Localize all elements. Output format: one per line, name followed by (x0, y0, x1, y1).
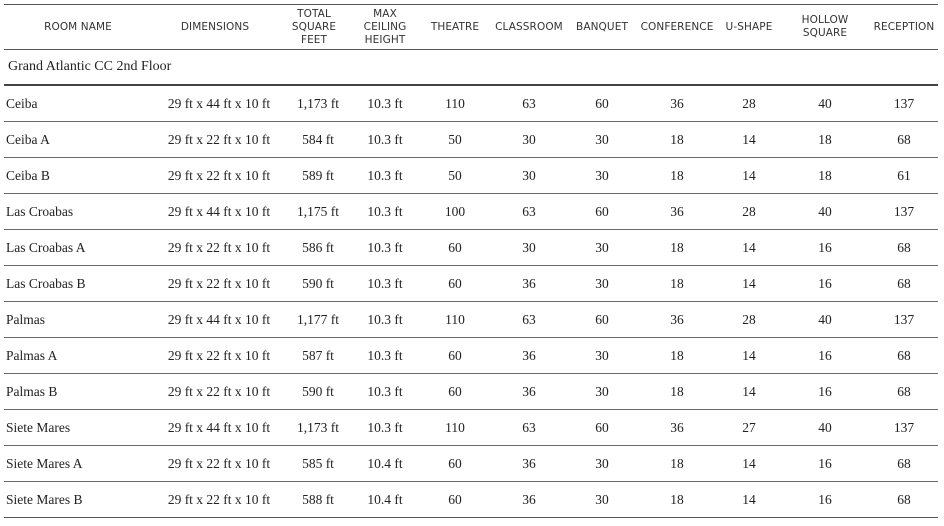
cell-conference: 36 (636, 410, 718, 446)
table-body (4, 50, 938, 518)
cell-banquet: 30 (568, 230, 636, 266)
table-row (4, 410, 938, 446)
column-header-theatre: THEATRE (420, 5, 490, 50)
column-header-room: ROOM NAME (4, 5, 152, 50)
column-header-ushape: U-SHAPE (718, 5, 780, 50)
cell-conference: 36 (636, 194, 718, 230)
cell-ceiling: 10.3 ft (350, 302, 420, 338)
section-title: Grand Atlantic CC 2nd Floor (4, 50, 938, 86)
column-header-conference: CONFERENCE (636, 5, 718, 50)
cell-dims: 29 ft x 22 ft x 10 ft (152, 158, 278, 194)
cell-classroom: 63 (490, 302, 568, 338)
cell-conference: 18 (636, 230, 718, 266)
table-row (4, 446, 938, 482)
cell-hollow: 16 (780, 266, 870, 302)
cell-conference: 18 (636, 446, 718, 482)
cell-conference: 18 (636, 266, 718, 302)
cell-banquet: 30 (568, 482, 636, 518)
cell-classroom: 36 (490, 374, 568, 410)
cell-theatre: 60 (420, 374, 490, 410)
cell-conference: 36 (636, 302, 718, 338)
cell-dims: 29 ft x 44 ft x 10 ft (152, 410, 278, 446)
cell-ceiling: 10.4 ft (350, 446, 420, 482)
cell-theatre: 60 (420, 338, 490, 374)
cell-conference: 18 (636, 158, 718, 194)
cell-ceiling: 10.3 ft (350, 158, 420, 194)
cell-reception: 61 (870, 158, 938, 194)
cell-sqft: 590 ft (278, 266, 350, 302)
cell-banquet: 60 (568, 410, 636, 446)
cell-dims: 29 ft x 22 ft x 10 ft (152, 446, 278, 482)
cell-theatre: 100 (420, 194, 490, 230)
cell-sqft: 1,173 ft (278, 85, 350, 122)
cell-reception: 68 (870, 122, 938, 158)
cell-theatre: 50 (420, 122, 490, 158)
cell-ceiling: 10.3 ft (350, 122, 420, 158)
cell-dims: 29 ft x 22 ft x 10 ft (152, 374, 278, 410)
cell-dims: 29 ft x 44 ft x 10 ft (152, 85, 278, 122)
cell-classroom: 36 (490, 338, 568, 374)
cell-ushape: 28 (718, 194, 780, 230)
cell-dims: 29 ft x 22 ft x 10 ft (152, 122, 278, 158)
cell-hollow: 16 (780, 230, 870, 266)
cell-dims: 29 ft x 22 ft x 10 ft (152, 230, 278, 266)
cell-sqft: 589 ft (278, 158, 350, 194)
table-row (4, 338, 938, 374)
cell-ceiling: 10.4 ft (350, 482, 420, 518)
cell-ushape: 14 (718, 230, 780, 266)
cell-classroom: 63 (490, 85, 568, 122)
cell-ushape: 14 (718, 338, 780, 374)
cell-ceiling: 10.3 ft (350, 266, 420, 302)
cell-room: Las Croabas B (4, 266, 152, 302)
cell-classroom: 30 (490, 230, 568, 266)
cell-sqft: 588 ft (278, 482, 350, 518)
cell-theatre: 110 (420, 302, 490, 338)
cell-dims: 29 ft x 22 ft x 10 ft (152, 338, 278, 374)
cell-hollow: 40 (780, 85, 870, 122)
cell-room: Ceiba A (4, 122, 152, 158)
cell-theatre: 110 (420, 410, 490, 446)
cell-classroom: 30 (490, 122, 568, 158)
cell-reception: 137 (870, 85, 938, 122)
cell-sqft: 1,177 ft (278, 302, 350, 338)
table-row (4, 302, 938, 338)
cell-dims: 29 ft x 22 ft x 10 ft (152, 482, 278, 518)
cell-ceiling: 10.3 ft (350, 410, 420, 446)
cell-room: Ceiba (4, 85, 152, 122)
cell-ceiling: 10.3 ft (350, 194, 420, 230)
cell-room: Siete Mares (4, 410, 152, 446)
table-row (4, 122, 938, 158)
cell-sqft: 1,175 ft (278, 194, 350, 230)
section-row (4, 50, 938, 86)
cell-classroom: 63 (490, 410, 568, 446)
cell-ushape: 14 (718, 374, 780, 410)
cell-classroom: 36 (490, 266, 568, 302)
cell-room: Las Croabas A (4, 230, 152, 266)
cell-ceiling: 10.3 ft (350, 85, 420, 122)
column-header-classroom: CLASSROOM (490, 5, 568, 50)
cell-sqft: 587 ft (278, 338, 350, 374)
cell-ushape: 14 (718, 266, 780, 302)
cell-conference: 18 (636, 338, 718, 374)
table-row (4, 194, 938, 230)
cell-banquet: 30 (568, 374, 636, 410)
column-header-dims: DIMENSIONS (152, 5, 278, 50)
capacity-chart (4, 4, 938, 518)
cell-classroom: 36 (490, 446, 568, 482)
cell-room: Las Croabas (4, 194, 152, 230)
cell-dims: 29 ft x 44 ft x 10 ft (152, 194, 278, 230)
cell-ushape: 14 (718, 158, 780, 194)
cell-conference: 18 (636, 122, 718, 158)
cell-room: Siete Mares B (4, 482, 152, 518)
cell-ceiling: 10.3 ft (350, 338, 420, 374)
cell-ushape: 27 (718, 410, 780, 446)
cell-room: Palmas (4, 302, 152, 338)
cell-theatre: 60 (420, 482, 490, 518)
cell-ceiling: 10.3 ft (350, 230, 420, 266)
cell-classroom: 63 (490, 194, 568, 230)
cell-banquet: 30 (568, 158, 636, 194)
cell-sqft: 584 ft (278, 122, 350, 158)
cell-reception: 68 (870, 338, 938, 374)
cell-theatre: 60 (420, 446, 490, 482)
cell-hollow: 40 (780, 194, 870, 230)
cell-theatre: 50 (420, 158, 490, 194)
cell-room: Ceiba B (4, 158, 152, 194)
cell-hollow: 16 (780, 374, 870, 410)
cell-banquet: 60 (568, 302, 636, 338)
cell-banquet: 30 (568, 338, 636, 374)
column-header-reception: RECEPTION (870, 5, 938, 50)
cell-room: Palmas A (4, 338, 152, 374)
table-row (4, 374, 938, 410)
cell-reception: 68 (870, 482, 938, 518)
cell-conference: 18 (636, 482, 718, 518)
cell-sqft: 1,173 ft (278, 410, 350, 446)
cell-reception: 68 (870, 446, 938, 482)
cell-room: Palmas B (4, 374, 152, 410)
cell-reception: 137 (870, 302, 938, 338)
cell-sqft: 585 ft (278, 446, 350, 482)
cell-hollow: 40 (780, 302, 870, 338)
cell-hollow: 40 (780, 410, 870, 446)
cell-ushape: 14 (718, 122, 780, 158)
cell-hollow: 16 (780, 446, 870, 482)
table-row (4, 85, 938, 122)
cell-banquet: 60 (568, 85, 636, 122)
cell-ushape: 14 (718, 446, 780, 482)
cell-ushape: 28 (718, 85, 780, 122)
cell-theatre: 110 (420, 85, 490, 122)
table-row (4, 266, 938, 302)
cell-reception: 68 (870, 230, 938, 266)
room-capacity-table (4, 4, 938, 518)
table-row (4, 158, 938, 194)
cell-ceiling: 10.3 ft (350, 374, 420, 410)
column-header-hollow: HOLLOW SQUARE (780, 5, 870, 50)
table-header-row (4, 5, 938, 50)
cell-theatre: 60 (420, 266, 490, 302)
cell-dims: 29 ft x 22 ft x 10 ft (152, 266, 278, 302)
cell-classroom: 36 (490, 482, 568, 518)
cell-conference: 36 (636, 85, 718, 122)
cell-reception: 137 (870, 194, 938, 230)
cell-classroom: 30 (490, 158, 568, 194)
cell-room: Siete Mares A (4, 446, 152, 482)
cell-banquet: 30 (568, 122, 636, 158)
column-header-ceiling: MAX CEILING HEIGHT (350, 5, 420, 50)
cell-dims: 29 ft x 44 ft x 10 ft (152, 302, 278, 338)
cell-banquet: 30 (568, 266, 636, 302)
cell-hollow: 16 (780, 338, 870, 374)
cell-banquet: 60 (568, 194, 636, 230)
table-row (4, 482, 938, 518)
cell-conference: 18 (636, 374, 718, 410)
cell-hollow: 18 (780, 122, 870, 158)
cell-reception: 68 (870, 266, 938, 302)
cell-sqft: 586 ft (278, 230, 350, 266)
table-row (4, 230, 938, 266)
cell-sqft: 590 ft (278, 374, 350, 410)
cell-ushape: 28 (718, 302, 780, 338)
cell-hollow: 16 (780, 482, 870, 518)
cell-banquet: 30 (568, 446, 636, 482)
cell-hollow: 18 (780, 158, 870, 194)
cell-reception: 68 (870, 374, 938, 410)
cell-reception: 137 (870, 410, 938, 446)
column-header-banquet: BANQUET (568, 5, 636, 50)
cell-ushape: 14 (718, 482, 780, 518)
cell-theatre: 60 (420, 230, 490, 266)
column-header-sqft: TOTAL SQUARE FEET (278, 5, 350, 50)
